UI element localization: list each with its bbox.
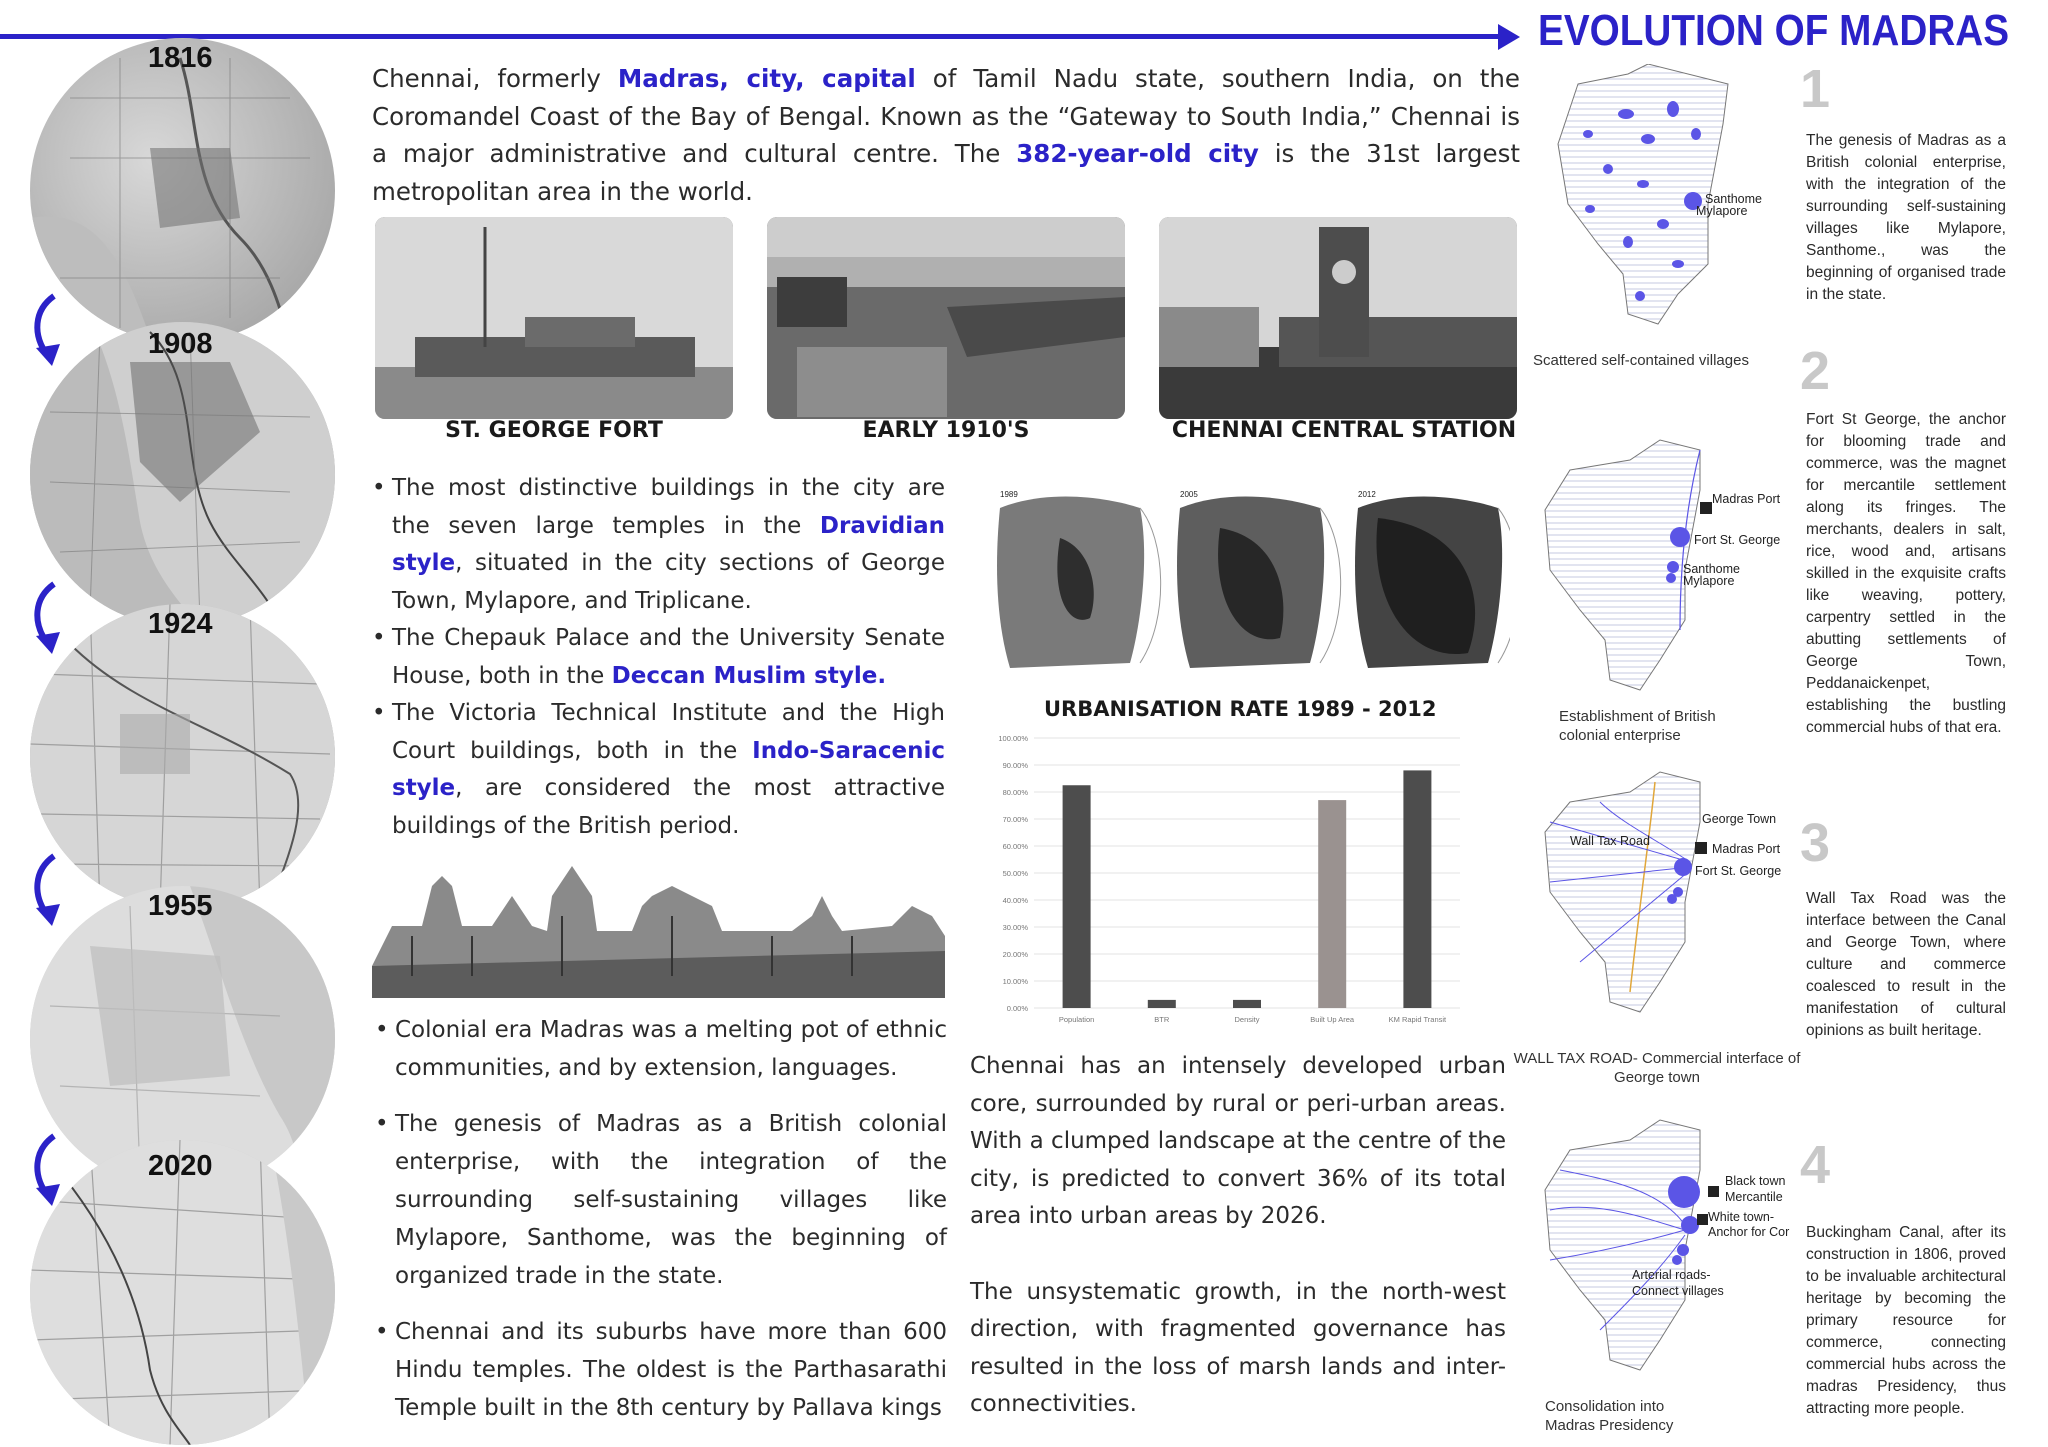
- chart-bar: [1148, 1000, 1176, 1008]
- chennai-growth-text: [970, 1048, 1506, 1424]
- evolution-map-1: [1548, 64, 1768, 334]
- city-photo: [767, 217, 1125, 419]
- list-item: • The Victoria Technical Institute and the High Court buildings, both in the Indo-Saracenic style, are considered the most attractive buildings of the British period.: [372, 695, 945, 845]
- list-item: • Chennai and its suburbs have more than 600 Hindu temples. The oldest is the Parthasarathi Temple built in the 8th century by Pallava kings: [375, 1313, 947, 1427]
- evolution-map-4: [1540, 1110, 1800, 1390]
- x-category-label: Density: [1234, 1015, 1260, 1024]
- map-caption: Scattered self-contained villages: [1533, 352, 1749, 369]
- step-number: 4: [1800, 1135, 1831, 1195]
- map-label: Arterial roads-: [1632, 1268, 1711, 1282]
- list-item: • The most distinctive buildings in the city are the seven large temples in the Dravidian style, situated in the city sections of George Town, Mylapore, and Triplicane.: [372, 470, 945, 620]
- urban-map-year: 2012: [1358, 490, 1376, 499]
- year-label-1924: 1924: [148, 608, 213, 640]
- map-label: Wall Tax Road: [1570, 834, 1650, 848]
- y-tick-label: 30.00%: [1002, 923, 1028, 932]
- map-caption: Establishment of British colonial enterprise: [1559, 708, 1716, 744]
- year-label-2020: 2020: [148, 1150, 213, 1182]
- growth-paragraph: Chennai has an intensely developed urban core, surrounded by rural or peri-urban areas. With a clumped landscape at the centre of the city, is predicted to convert 36% of its total area into urban areas by 2026.: [970, 1053, 1506, 1229]
- map-circle-2020: [30, 1140, 335, 1445]
- header-arrowhead-icon: [1498, 24, 1520, 50]
- y-tick-label: 100.00%: [998, 734, 1028, 743]
- chart-bar: [1063, 785, 1091, 1008]
- x-category-label: KM Rapid Transit: [1388, 1015, 1447, 1024]
- evolution-map-2: [1540, 430, 1790, 700]
- y-tick-label: 10.00%: [1002, 977, 1028, 986]
- urban-map-year: 1989: [1000, 490, 1018, 499]
- map-label: Mylapore: [1696, 204, 1748, 218]
- list-item: • The genesis of Madras as a British colonial enterprise, with the integration of the surrounding self-sustaining villages like Mylapore, Santhome, was the beginning of organized trade in the state.: [375, 1105, 947, 1295]
- map-label: Fort St. George: [1695, 864, 1782, 878]
- step-description: Fort St George, the anchor for blooming trade and commerce, was the magnet for mercantile settlement along its fringes. The merchants, dealers in salt, rice, wood and, artisans skilled in the exquisite crafts like weaving, pottery, carpentry settled in the abutting settlements of George Town, Peddanaickenpet, establishing the bustling commercial hubs of that era.: [1806, 411, 2006, 736]
- photo-caption: EARLY 1910'S: [862, 418, 1030, 443]
- map-label: Mylapore: [1683, 574, 1735, 588]
- year-label-1955: 1955: [148, 890, 213, 922]
- step-description: Buckingham Canal, after its construction in 1806, proved to be invaluable architectural heritage by becoming the primary resource for commerce, connecting commercial hubs across the madras Presidency, thus attracting more people.: [1806, 1224, 2006, 1417]
- map-label: Mercantile: [1725, 1190, 1783, 1204]
- photo-caption: CHENNAI CENTRAL STATION: [1171, 418, 1517, 443]
- step-number: 2: [1800, 341, 1831, 401]
- chart-bar: [1403, 770, 1431, 1008]
- x-category-label: Built Up Area: [1310, 1015, 1355, 1024]
- chart-bar: [1318, 800, 1346, 1008]
- y-tick-label: 0.00%: [1006, 1004, 1028, 1013]
- year-label-1816: 1816: [148, 42, 213, 74]
- list-item: • Colonial era Madras was a melting pot of ethnic communities, and by extension, languages.: [375, 1011, 947, 1087]
- urbanisation-maps: [990, 478, 1510, 688]
- heritage-skyline-sketch: [372, 856, 945, 998]
- chart-title: URBANISATION RATE 1989 - 2012: [1044, 697, 1437, 721]
- list-item: • The Chepauk Palace and the University Senate House, both in the Deccan Muslim style.: [372, 620, 945, 695]
- step-number: 3: [1800, 813, 1831, 873]
- fort-photo: [375, 217, 733, 419]
- station-photo: [1159, 217, 1517, 419]
- chart-bar: [1233, 1000, 1261, 1008]
- step-number: 1: [1800, 59, 1831, 119]
- y-tick-label: 80.00%: [1002, 788, 1028, 797]
- urban-map-year: 2005: [1180, 490, 1198, 499]
- map-caption: WALL TAX ROAD- Commercial interface of George town: [1513, 1050, 1801, 1086]
- y-tick-label: 50.00%: [1002, 869, 1028, 878]
- growth-paragraph: The unsystematic growth, in the north-west direction, with fragmented governance has resulted in the loss of marsh lands and inter-connectivities.: [970, 1278, 1506, 1417]
- photo-caption: ST. GEORGE FORT: [445, 418, 663, 443]
- map-label: Fort St. George: [1694, 533, 1781, 547]
- x-category-label: BTR: [1154, 1015, 1170, 1024]
- map-label: Santhome: [1683, 562, 1740, 576]
- map-label: Black town: [1725, 1174, 1786, 1188]
- intro-paragraph: Chennai, formerly Madras, city, capital of Tamil Nadu state, southern India, on the Coromandel Coast of the Bay of Bengal. Known as the “Gateway to South India,” Chennai is a major administrative and cultural centre. The 382-year-old city is the 31st largest metropolitan area in the world.: [372, 64, 1520, 206]
- evolution-map-3: [1540, 762, 1790, 1017]
- y-tick-label: 70.00%: [1002, 815, 1028, 824]
- y-tick-label: 60.00%: [1002, 842, 1028, 851]
- architecture-bullets: [372, 470, 945, 845]
- map-label: White town-: [1708, 1210, 1774, 1224]
- step-description: The genesis of Madras as a British colonial enterprise, with the integration of the surrounding self-sustaining villages like Mylapore, Santhome., was the beginning of organised trade in the state.: [1806, 132, 2006, 303]
- step-description: Wall Tax Road was the interface between the Canal and George Town, where culture and commerce coalesced to result in the manifestation of cultural opinions as built heritage.: [1806, 890, 2006, 1039]
- y-tick-label: 40.00%: [1002, 896, 1028, 905]
- page-title: EVOLUTION OF MADRAS: [1538, 6, 2010, 55]
- map-label: George Town: [1702, 812, 1777, 826]
- x-category-label: Population: [1058, 1015, 1095, 1024]
- history-bullets: [375, 1011, 947, 1445]
- urbanisation-bar-chart: [990, 728, 1470, 1028]
- map-label: Santhome: [1705, 192, 1762, 206]
- map-label: Connect villages: [1632, 1284, 1724, 1298]
- map-label: Anchor for Cor: [1708, 1225, 1790, 1239]
- y-tick-label: 20.00%: [1002, 950, 1028, 959]
- y-tick-label: 90.00%: [1002, 761, 1028, 770]
- year-label-1908: 1908: [148, 328, 213, 360]
- map-label: Madras Port: [1712, 842, 1781, 856]
- map-caption: Consolidation into Madras Presidency: [1545, 1398, 1674, 1434]
- map-label: Madras Port: [1712, 492, 1781, 506]
